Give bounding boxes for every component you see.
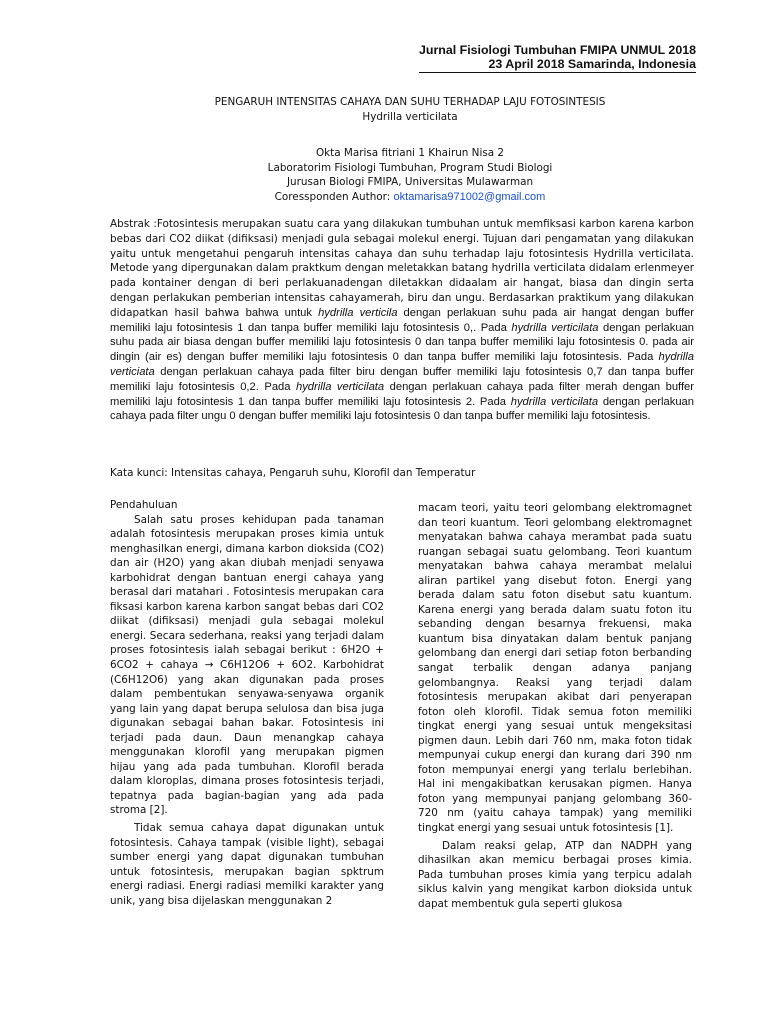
author-names: Okta Marisa fitriani 1 Khairun Nisa 2 [315,147,505,160]
body-column-right [418,501,692,911]
abstract-text: dengan perlakuan suhu pada air biasa dengan buffer memiliki laju fotosintesis 0 dan tanpa buffer memiliki laju fotosintesis 0. pada air dingin (air es) dengan buffer memiliki laju fotosintesis 0 dan tanpa buffer memiliki laju fotosintesis. Pada [110,321,694,364]
title-block [110,95,710,205]
affiliation-lab: Laboratorim Fisiologi Tumbuhan, Program Studi Biologi [267,161,553,174]
paragraph: macam teori, yaitu teori gelombang elektromagnet dan teori kuantum. Teori gelombang elektromagnet menyatakan bahwa cahaya merambat pada suatu ruangan sebagai suatu gelombang. Teori kuantum menyatakan bahwa cahaya merambat melalui aliran partikel yang disebut foton. Energi yang berada dalam satu foton disebut satu kuantum. Karena energi yang berada dalam suatu foton itu sebanding dengan besarnya frekuensi, maka kuantum bisa dinyatakan dalam bentuk panjang gelombang dan energi dari setiap foton berbanding sangat terbalik dengan adanya panjang gelombangnya. Reaksi yang terjadi dalam fotosintesis merupakan akibat dari penyerapan foton oleh klorofil. Tidak semua foton memiliki tingkat energi yang sesuai untuk mengeksitasi pigmen daun. Lebih dari 760 nm, maka foton tidak mempunyai cukup energi dan kurang dari 390 nm foton mempunyai energi yang terlalu berlebihan. Hal ini mengakibatkan kerusakan pigmen. Hanya foton yang mempunyai panjang gelombang 360-720 nm (yaitu cahaya tampak) yang memiliki tingkat energi yang sesuai untuk fotosintesis [1]. [418,502,692,835]
species-name: hydrilla verticilata [510,395,599,408]
journal-name: Jurnal Fisiologi Tumbuhan FMIPA UNMUL 2018 [419,43,696,57]
species-name: hydrilla verticilata [295,380,385,393]
abstract-text: dengan perlakuan cahaya pada filter merah dengan buffer memiliki laju fotosintesis 1 dan tanpa buffer memiliki laju fotosintesis 2. Pada [110,380,695,408]
paragraph: Tidak semua cahaya dapat digunakan untuk fotosintesis. Cahaya tampak (visible light), sebagai sumber energi yang dapat digunakan tumbuhan untuk fotosintesis, merupakan bagian spktrum energi radiasi. Energi radiasi memilki karakter yang unik, yang bisa dijelaskan menggunakan 2 [110,822,384,907]
corresponding-label: Coressponden Author: [274,190,394,203]
journal-date-location: 23 April 2018 Samarinda, Indonesia [419,57,696,73]
paragraph: Salah satu proses kehidupan pada tanaman adalah fotosintesis merupakan proses kimia untuk menghasilkan energi, dimana karbon dioksida (CO2) dan air (H2O) yang akan diubah menjadi senyawa karbohidrat dengan bantuan energi cahaya yang berasal dari matahari . Fotosintesis merupakan cara fiksasi karbon karena karbon sangat bebas dari CO2 diikat (difiksasi) menjadi gula sebagai molekul energi. Secara sederhana, reaksi yang terjadi dalam proses fotosintesis ialah sebagai berikut : 6H2O + 6CO2 + cahaya → C6H12O6 + 6O2. Karbohidrat (C6H12O6) yang akan digunakan pada proses dalam pembentukan senyawa-senyawa organik yang lain yang dapat berupa selulosa dan bisa juga digunakan sebagai bahan bakar. Fotosintesis ini terjadi pada daun. Daun menangkap cahaya menggunakan klorofil yang merupakan pigmen hijau yang ada pada tumbuhan. Klorofil berada dalam kloroplas, dimana proses fotosintesis terjadi, tepatnya pada bagian-bagian yang ada pada stroma [2]. [110,513,384,817]
section-heading: Pendahuluan [110,499,178,511]
author-email-link[interactable]: oktamarisa971002@gmail.com [393,190,546,203]
abstract-results [110,307,694,423]
species-name: hydrilla verticila [318,306,398,319]
paragraph: Dalam reaksi gelap, ATP dan NADPH yang dihasilkan akan memicu berbagai proses kimia. Pada tumbuhan proses kimia yang terpicu adalah siklus kalvin yang mengikat karbon dioksida untuk dapat membentuk gula seperti glukosa [418,839,692,910]
abstract-text: dengan perlakuan cahaya pada filter biru dengan buffer memiliki laju fotosintesis 0,7 dan tanpa buffer memiliki laju fotosintesis 0,2. Pada [110,365,694,393]
paper-title: PENGARUH INTENSITAS CAHAYA DAN SUHU TERHADAP LAJU FOTOSINTESIS [214,96,606,108]
keywords: Kata kunci: Intensitas cahaya, Pengaruh suhu, Klorofil dan Temperatur [110,467,476,479]
abstract-text: dengan perlakuan suhu pada air hangat dengan buffer memiliki laju fotosintesis 1 dan tanpa buffer memiliki laju fotosintesis 0,. Pada [110,306,694,334]
affiliation-department: Jurusan Biologi FMIPA, Universitas Mulawarman [286,176,534,189]
abstract-text: bahwa untuk [245,306,319,319]
species-name: hydrilla verticilata [511,321,599,334]
abstract [110,217,694,424]
species-name: hydrilla verticiata [110,351,694,378]
paper-subtitle: Hydrilla verticilata [362,110,458,123]
abstract-intro: Abstrak :Fotosintesis merupakan suatu cara yang dilakukan tumbuhan untuk memfiksasi karbon karena karbon bebas dari CO2 diikat (difiksasi) menjadi gula sebagai molekul energi. Tujuan dari pengamatan yang dilakukan yaitu untuk mengetahui pengaruh intensitas cahaya dan suhu terhadap laju fotosintesis Hydrilla verticilata. Metode yang dipergunakan dalam praktkum dengan meletakkan batang hydrilla verticilata didalam erlenmeyer pada kontainer dengan di beri perlakuanadengan diletakkan didaalam air hangat, biasa dan dingin serta dengan perlakukan pemberian intensitas cahayamerah, biru dan ungu. Berdasarkan praktikum yang dilakukan didapatkan hasil bahwa [110,218,694,319]
abstract-text: dengan perlakuan cahaya pada filter ungu 0 dengan buffer memiliki laju fotosintesis 0 dan tanpa buffer memiliki laju fotosintesis. [110,395,694,423]
journal-header [419,43,696,73]
body-column-left [110,498,384,908]
corresponding-author [110,190,710,205]
